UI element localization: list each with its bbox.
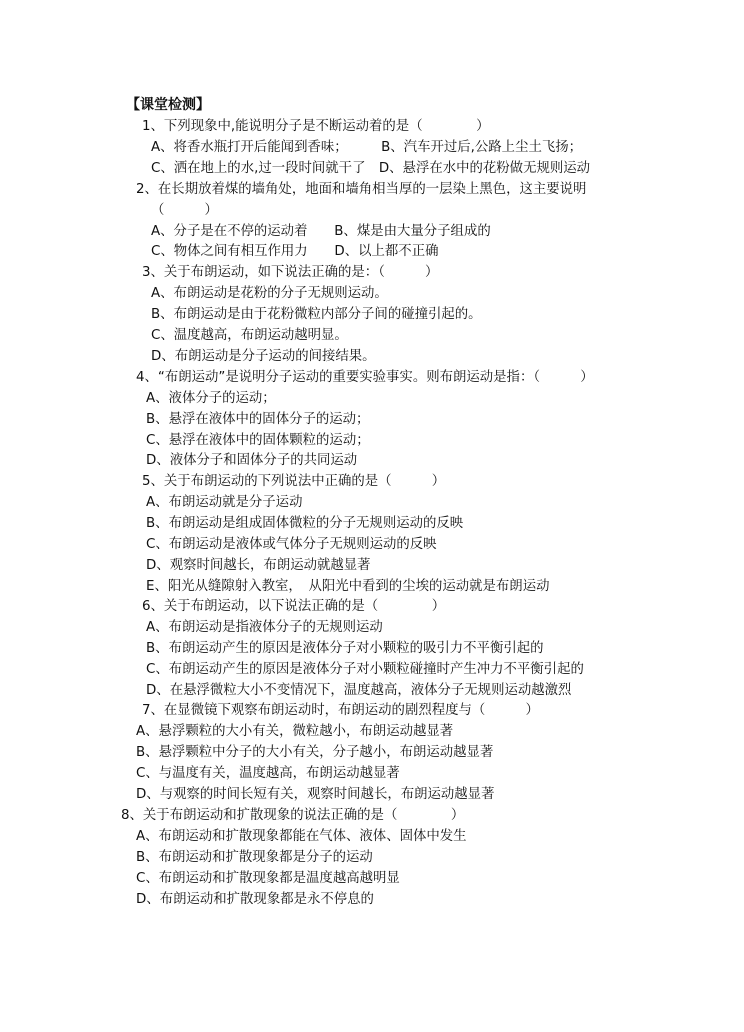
question-5-option-e: E、阳光从缝隙射入教室， 从阳光中看到的尘埃的运动就是布朗运动 — [146, 579, 550, 594]
question-5-option-a: A、布朗运动就是分子运动 — [146, 495, 303, 510]
question-4-option-c: C、悬浮在液体中的固体颗粒的运动； — [146, 433, 370, 448]
question-2-option-line-1: A、分子是在不停的运动着 B、煤是由大量分子组成的 — [151, 224, 491, 239]
question-3-option-c: C、温度越高，布朗运动越明显。 — [151, 328, 348, 343]
question-5-option-b: B、布朗运动是组成固体微粒的分子无规则运动的反映 — [146, 516, 464, 531]
question-7-option-d: D、与观察的时间长短有关，观察时间越长，布朗运动越显著 — [136, 787, 495, 802]
question-6-option-a: A、布朗运动是指液体分子的无规则运动 — [146, 620, 383, 635]
question-3-option-b: B、布朗运动是由于花粉微粒内部分子间的碰撞引起的。 — [151, 307, 482, 322]
question-1-option-line-1: A、将香水瓶打开后能闻到香味； B、汽车开过后,公路上尘土飞扬； — [151, 140, 583, 155]
question-5-stem: 5、关于布朗运动的下列说法中正确的是（ ） — [142, 474, 446, 489]
question-4-option-d: D、液体分子和固体分子的共同运动 — [146, 453, 358, 468]
question-2-stem-continuation: （ ） — [151, 203, 218, 218]
question-1-stem: 1、下列现象中,能说明分子是不断运动着的是（ ） — [142, 119, 490, 134]
question-7-option-c: C、与温度有关，温度越高，布朗运动越显著 — [136, 766, 400, 781]
question-7-option-a: A、悬浮颗粒的大小有关，微粒越小，布朗运动越显著 — [136, 724, 454, 739]
question-5-option-d: D、观察时间越长，布朗运动就越显著 — [146, 558, 371, 573]
question-8-option-b: B、布朗运动和扩散现象都是分子的运动 — [136, 850, 373, 865]
question-4-stem: 4、“布朗运动”是说明分子运动的重要实验事实。则布朗运动是指：（ ） — [136, 370, 594, 385]
question-6-option-c: C、布朗运动产生的原因是液体分子对小颗粒碰撞时产生冲力不平衡引起的 — [146, 662, 584, 677]
question-8-option-d: D、布朗运动和扩散现象都是永不停息的 — [136, 892, 374, 907]
question-6-option-d: D、在悬浮微粒大小不变情况下，温度越高，液体分子无规则运动越激烈 — [146, 683, 572, 698]
question-7-option-b: B、悬浮颗粒中分子的大小有关，分子越小，布朗运动越显著 — [136, 745, 494, 760]
question-5-option-c: C、布朗运动是液体或气体分子无规则运动的反映 — [146, 537, 437, 552]
section-title: 【课堂检测】 — [126, 97, 210, 113]
question-8-stem: 8、关于布朗运动和扩散现象的说法正确的是（ ） — [121, 808, 465, 823]
question-8-option-a: A、布朗运动和扩散现象都能在气体、液体、固体中发生 — [136, 829, 467, 844]
question-2-option-line-2: C、物体之间有相互作用力 D、以上都不正确 — [151, 244, 439, 259]
question-8-option-c: C、布朗运动和扩散现象都是温度越高越明显 — [136, 871, 400, 886]
question-4-option-a: A、液体分子的运动； — [146, 391, 276, 406]
question-7-stem: 7、在显微镜下观察布朗运动时，布朗运动的剧烈程度与（ ） — [142, 703, 539, 718]
question-6-stem: 6、关于布朗运动，以下说法正确的是（ ） — [142, 599, 446, 614]
question-3-stem: 3、关于布朗运动，如下说法正确的是：（ ） — [142, 265, 439, 280]
question-3-option-a: A、布朗运动是花粉的分子无规则运动。 — [151, 286, 388, 301]
question-2-stem: 2、在长期放着煤的墙角处，地面和墙角相当厚的一层染上黑色，这主要说明 — [136, 182, 587, 197]
question-3-option-d: D、布朗运动是分子运动的间接结果。 — [151, 349, 376, 364]
question-1-option-line-2: C、洒在地上的水,过一段时间就干了 D、悬浮在水中的花粉做无规则运动 — [151, 161, 591, 176]
question-4-option-b: B、悬浮在液体中的固体分子的运动； — [146, 412, 370, 427]
question-6-option-b: B、布朗运动产生的原因是液体分子对小颗粒的吸引力不平衡引起的 — [146, 641, 544, 656]
